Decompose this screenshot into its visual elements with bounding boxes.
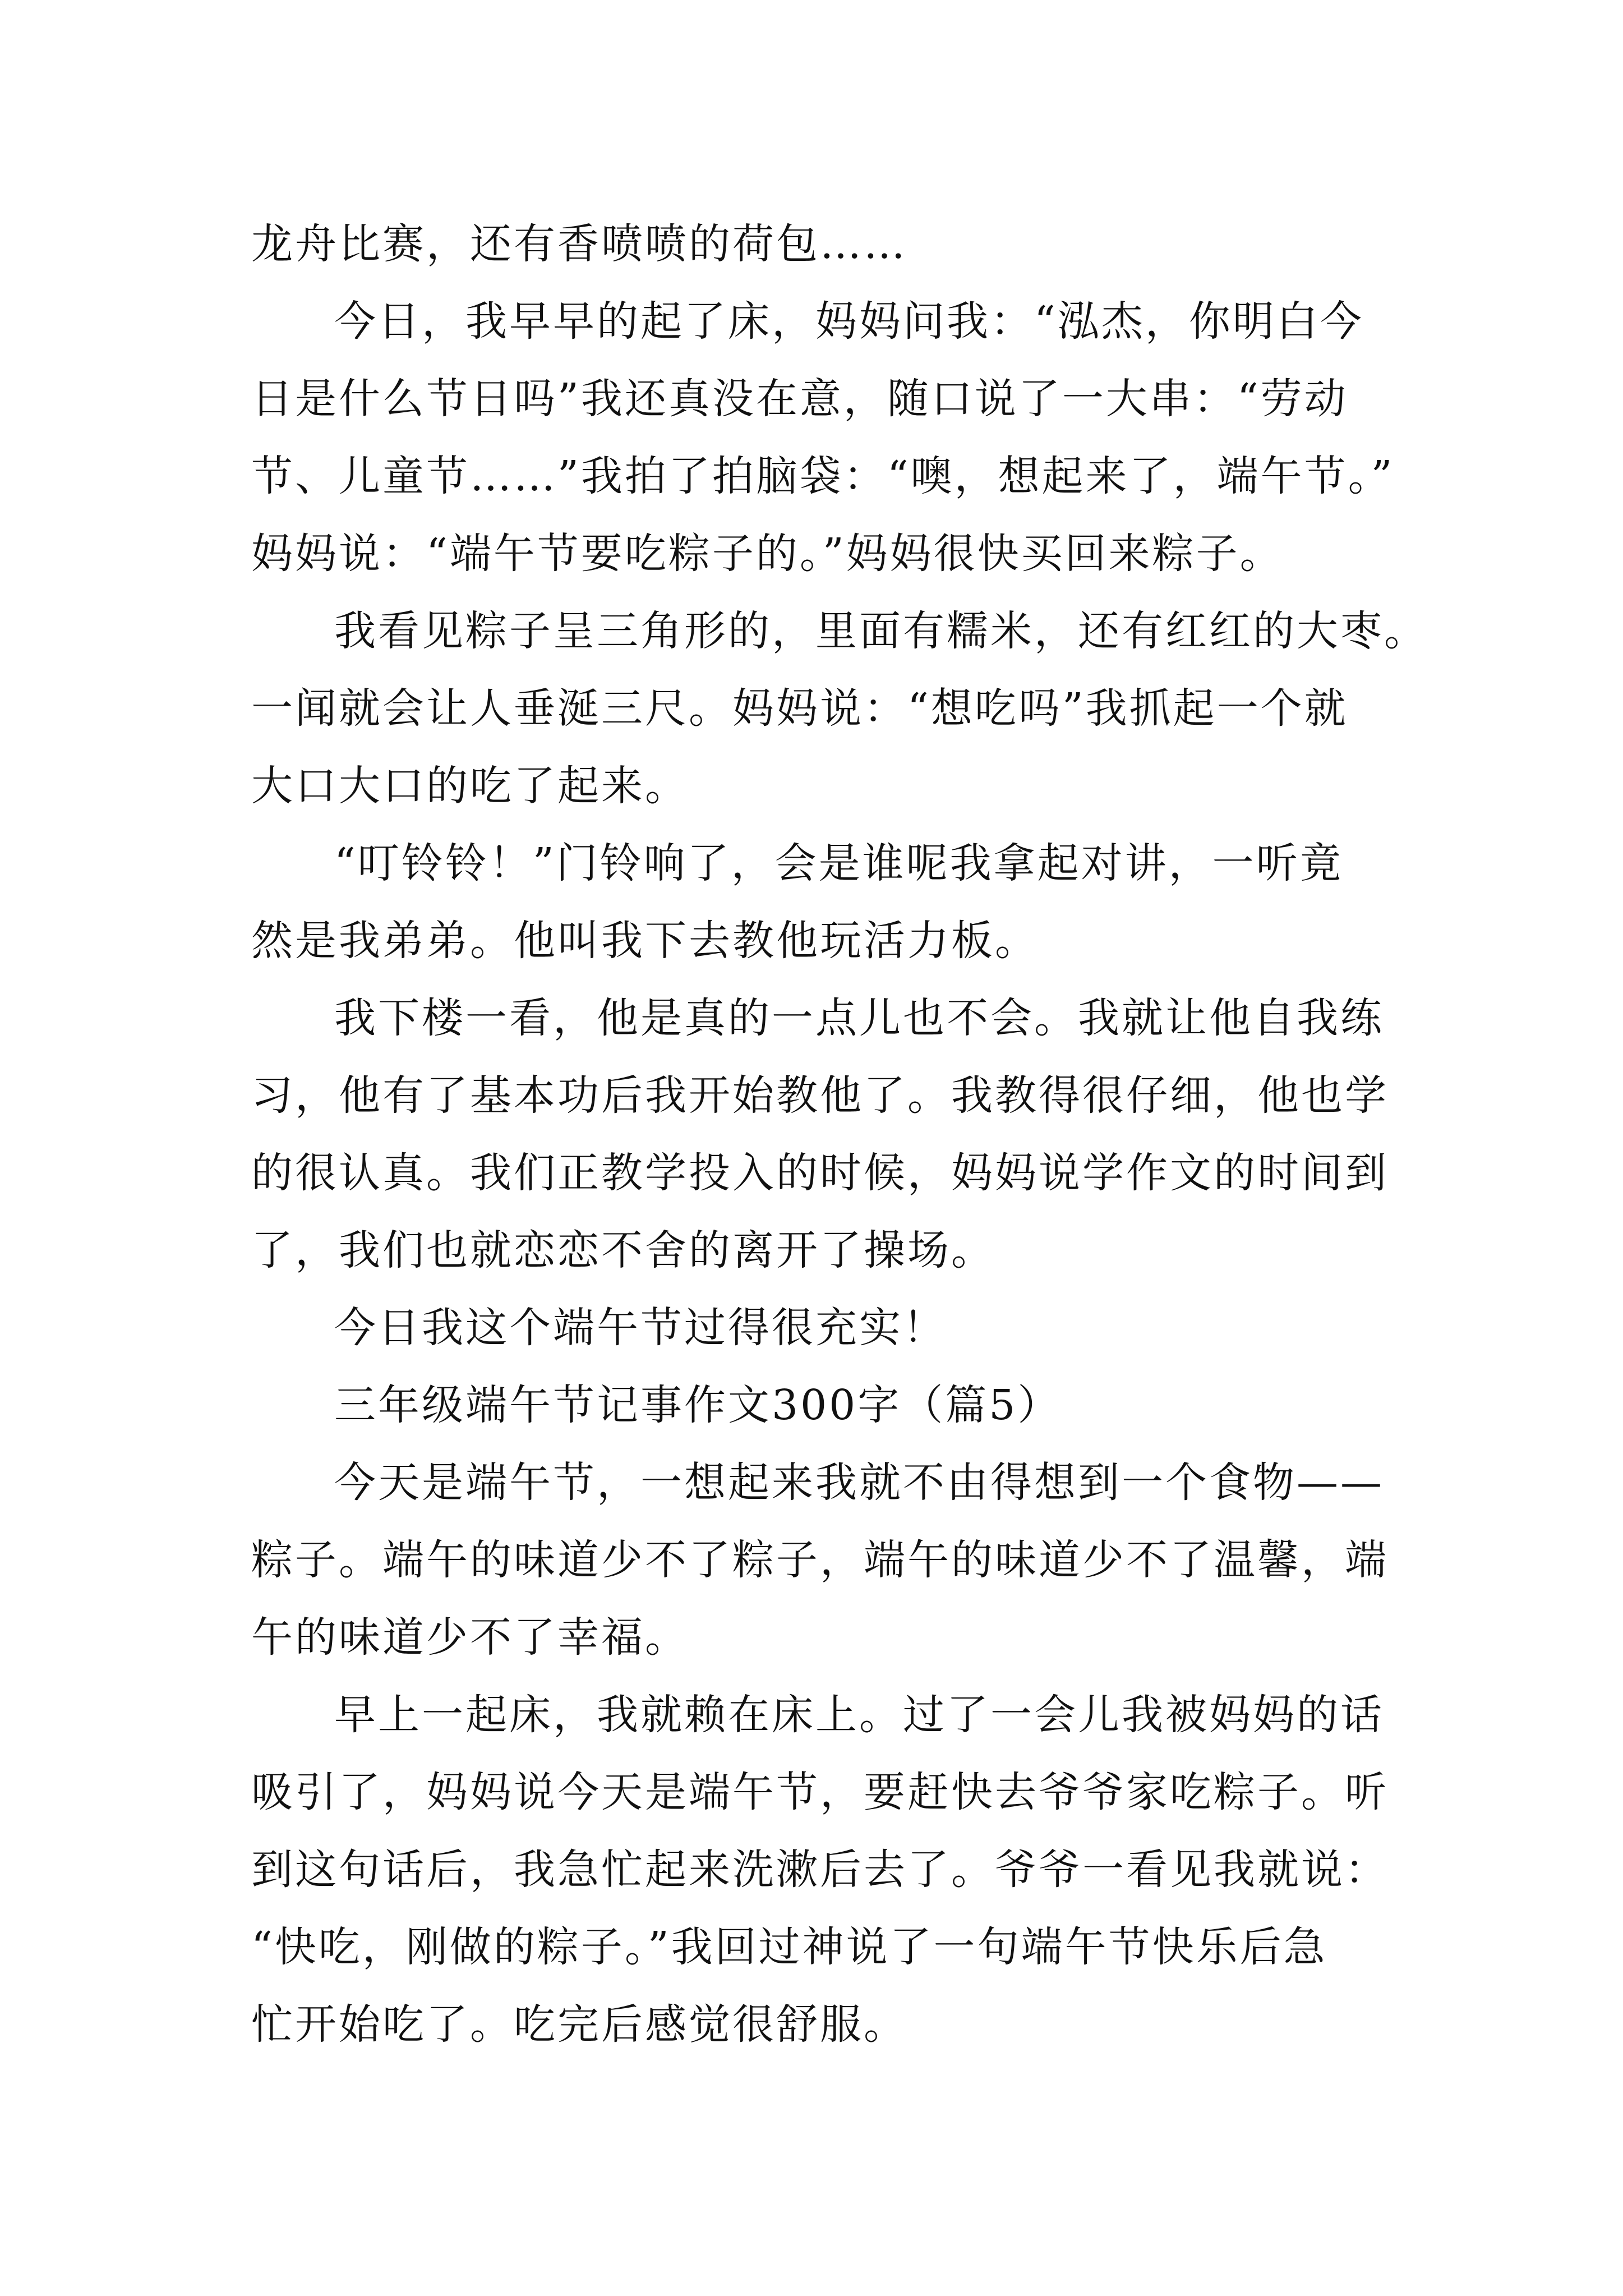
text-line: “叮铃铃！”门铃响了，会是谁呢我拿起对讲，一听竟 xyxy=(334,839,1344,887)
text-line: 今天是端午节，一想起来我就不由得想到一个食物—— xyxy=(334,1458,1384,1507)
text-line: 大口大口的吃了起来。 xyxy=(251,762,689,810)
text-line: 到这句话后，我急忙起来洗漱后去了。爷爷一看见我就说： xyxy=(251,1846,1389,1894)
text-line: 我看见粽子呈三角形的，里面有糯米，还有红红的大枣。 xyxy=(334,607,1428,655)
text-line: 午的味道少不了幸福。 xyxy=(251,1613,689,1662)
text-line: 然是我弟弟。他叫我下去教他玩活力板。 xyxy=(251,917,1039,965)
text-line: “快吃，刚做的粽子。”我回过神说了一句端午节快乐后急 xyxy=(251,1923,1327,1971)
document-body xyxy=(251,205,1428,2063)
section-heading: 三年级端午节记事作文300字（篇5） xyxy=(334,1381,1062,1429)
text-line: 了，我们也就恋恋不舍的离开了操场。 xyxy=(251,1226,995,1274)
text-line: 一闻就会让人垂涎三尺。妈妈说：“想吃吗”我抓起一个就 xyxy=(251,684,1348,733)
text-line: 的很认真。我们正教学投入的时候，妈妈说学作文的时间到 xyxy=(251,1149,1389,1197)
text-line: 我下楼一看，他是真的一点儿也不会。我就让他自我练 xyxy=(334,994,1384,1042)
text-line: 日是什么节日吗”我还真没在意，随口说了一大串：“劳动 xyxy=(251,375,1348,423)
text-line: 今日，我早早的起了床，妈妈问我：“泓杰，你明白今 xyxy=(334,297,1364,346)
text-line: 节、儿童节……”我拍了拍脑袋：“噢，想起来了，端午节。” xyxy=(251,452,1395,500)
text-line: 忙开始吃了。吃完后感觉很舒服。 xyxy=(251,2000,907,2049)
text-line: 吸引了，妈妈说今天是端午节，要赶快去爷爷家吃粽子。听 xyxy=(251,1768,1389,1816)
text-line: 妈妈说：“端午节要吃粽子的。”妈妈很快买回来粽子。 xyxy=(251,530,1284,578)
text-line: 早上一起床，我就赖在床上。过了一会儿我被妈妈的话 xyxy=(334,1691,1384,1739)
text-line: 龙舟比赛，还有香喷喷的荷包…… xyxy=(251,220,907,268)
text-line: 习，他有了基本功后我开始教他了。我教得很仔细，他也学 xyxy=(251,1071,1389,1120)
text-line: 今日我这个端午节过得很充实！ xyxy=(334,1304,947,1352)
text-line: 粽子。端午的味道少不了粽子，端午的味道少不了温馨，端 xyxy=(251,1536,1389,1584)
